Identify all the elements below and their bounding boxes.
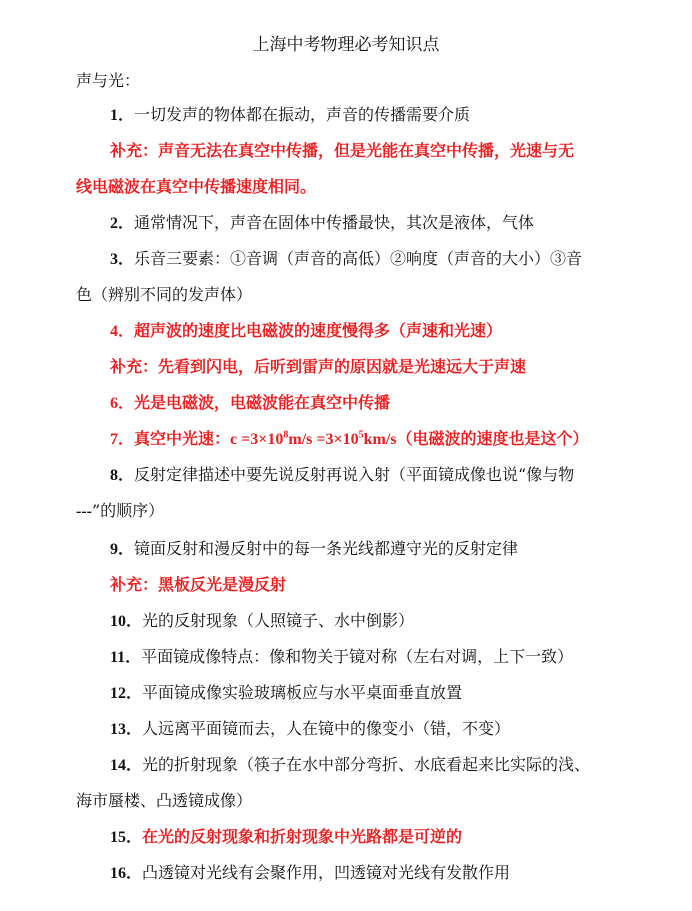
item-text: 乐音三要素：①音调（声音的高低）②响度（声音的大小）③音: [134, 249, 583, 268]
item-text: 超声波的速度比电磁波的速度慢得多（声速和光速）: [134, 321, 503, 340]
list-item: [110, 428, 589, 451]
item-text: ”的顺序）: [91, 501, 165, 520]
item-number: 12．: [110, 685, 143, 702]
item-text: 光是电磁波，电磁波能在真空中传播: [134, 393, 391, 412]
list-item: [110, 464, 574, 487]
item-number: 8．: [110, 467, 135, 484]
dash-marks: ---: [76, 503, 92, 520]
list-item: [110, 392, 390, 415]
list-item: [110, 212, 534, 235]
item-number: 14．: [110, 757, 143, 774]
item-text: 平面镜成像实验玻璃板应与水平桌面垂直放置: [142, 683, 463, 702]
list-item: [110, 862, 510, 885]
item-text: 人远离平面镜而去，人在镜中的像变小（错，不变）: [142, 719, 511, 738]
section-heading: 声与光：: [76, 71, 141, 90]
list-item: [110, 248, 582, 271]
formula-exponent: 8: [283, 429, 289, 441]
supplement-note-continued: 线电磁波在真空中传播速度相同。: [76, 177, 317, 196]
item-text: 凸透镜对光线有会聚作用，凹透镜对光线有发散作用: [142, 863, 511, 882]
page-title: 上海中考物理必考知识点: [252, 35, 440, 55]
item-text: 通常情况下，声音在固体中传播最快，其次是液体，气体: [134, 213, 535, 232]
item-number: 11．: [110, 649, 142, 666]
supplement-note: 补充：声音无法在真空中传播，但是光能在真空中传播，光速与无: [110, 141, 575, 160]
list-item: [110, 320, 502, 343]
formula-part: m/s =3×10: [288, 431, 359, 448]
item-text: 真空中光速：: [134, 429, 231, 448]
list-item: [110, 646, 573, 669]
list-item-continued: [76, 500, 164, 523]
item-number: 1．: [110, 107, 135, 124]
item-number: 3．: [110, 251, 135, 268]
formula-part: km/s: [363, 431, 397, 448]
list-item: [110, 538, 518, 561]
item-text: 镜面反射和漫反射中的每一条光线都遵守光的反射定律: [134, 539, 519, 558]
item-number: 7．: [110, 431, 135, 448]
light-speed-formula: [230, 431, 396, 448]
list-item: [110, 718, 510, 741]
list-item: [110, 610, 414, 633]
list-item: [110, 754, 590, 777]
item-number: 2．: [110, 215, 135, 232]
formula-part: c =3×10: [230, 431, 284, 448]
item-number: 13．: [110, 721, 143, 738]
formula-exponent: 5: [358, 429, 364, 441]
supplement-note: 补充：黑板反光是漫反射: [110, 575, 287, 594]
item-number: 9．: [110, 541, 135, 558]
item-text: 光的折射现象（筷子在水中部分弯折、水底看起来比实际的浅、: [142, 755, 591, 774]
item-text: 光的反射现象（人照镜子、水中倒影）: [142, 611, 415, 630]
list-item-continued: 色（辨别不同的发声体）: [76, 285, 253, 304]
item-number: 10．: [110, 613, 143, 630]
item-number: 4．: [110, 323, 135, 340]
item-number: 15．: [110, 829, 143, 846]
item-text: 一切发声的物体都在振动，声音的传播需要介质: [134, 105, 471, 124]
list-item: [110, 826, 462, 849]
item-number: 16．: [110, 865, 143, 882]
item-number: 6．: [110, 395, 135, 412]
item-text: 平面镜成像特点：像和物关于镜对称（左右对调，上下一致）: [141, 647, 574, 666]
item-text: 反射定律描述中要先说反射再说入射（平面镜成像也说“像与物: [134, 465, 575, 484]
list-item-continued: 海市蜃楼、凸透镜成像）: [76, 791, 253, 810]
list-item: [110, 682, 462, 705]
supplement-note: 补充：先看到闪电，后听到雷声的原因就是光速远大于声速: [110, 357, 527, 376]
list-item: [110, 104, 470, 127]
item-text: 在光的反射现象和折射现象中光路都是可逆的: [142, 827, 463, 846]
item-text: （电磁波的速度也是这个）: [396, 429, 589, 448]
